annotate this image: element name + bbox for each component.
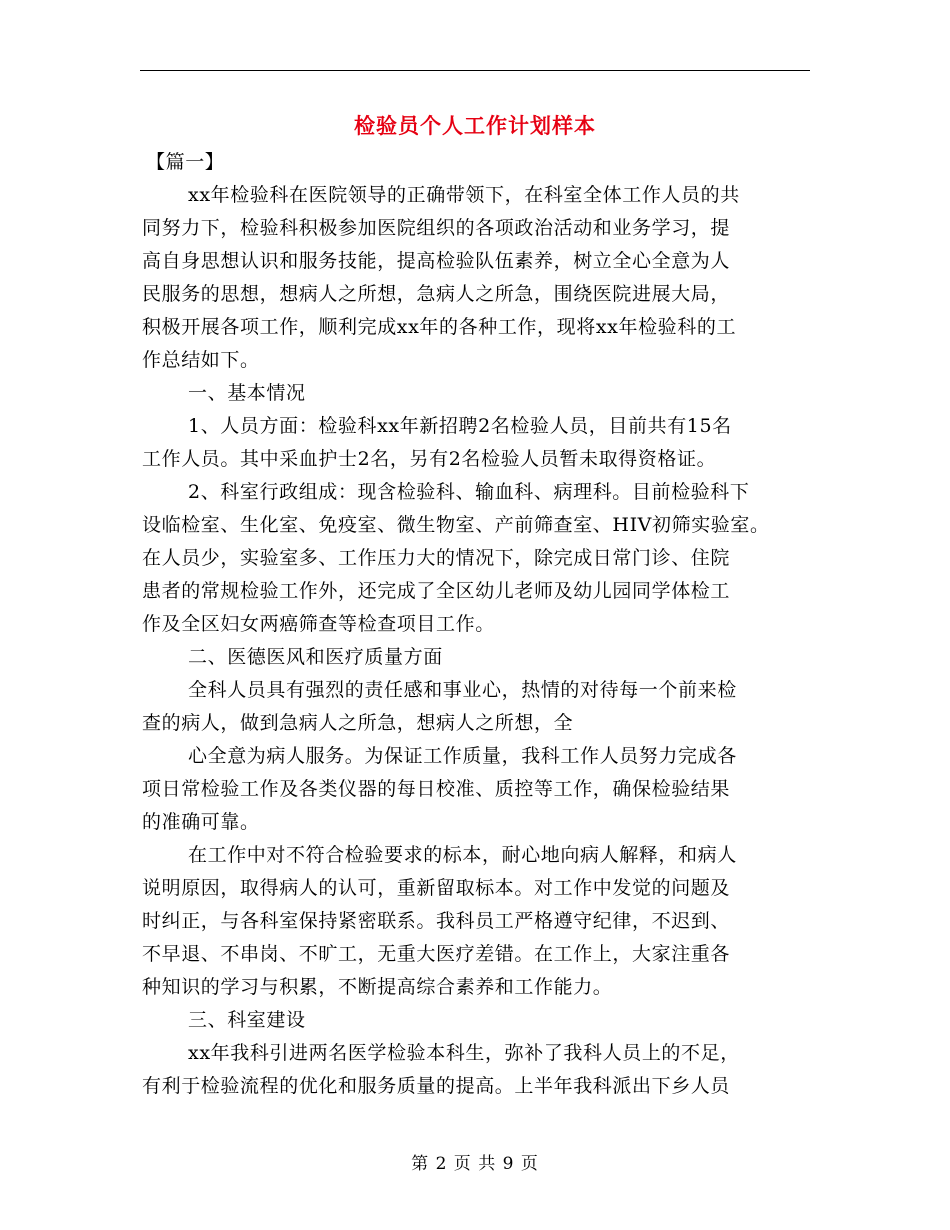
text-line: 全科人员具有强烈的责任感和事业心，热情的对待每一个前来检 [188,679,737,701]
text-line: 积极开展各项工作，顺利完成xx年的各种工作，现将xx年检验科的工 [142,316,737,338]
header-rule [140,70,810,71]
text-line: 二、医德医风和医疗质量方面 [188,646,443,668]
text-line: 不早退、不串岗、不旷工，无重大医疗差错。在工作上，大家注重各 [142,943,731,965]
text-line: 1、人员方面：检验科xx年新招聘2名检验人员，目前共有15名 [188,415,732,437]
text-line: 高自身思想认识和服务技能，提高检验队伍素养，树立全心全意为人 [142,250,731,272]
text-line: 工作人员。其中采血护士2名，另有2名检验人员暂未取得资格证。 [142,448,717,470]
text-line: 作及全区妇女两癌筛查等检查项目工作。 [142,613,495,635]
text-line: 同努力下，检验科积极参加医院组织的各项政治活动和业务学习，提 [142,217,731,239]
text-line: 在人员少，实验室多、工作压力大的情况下，除完成日常门诊、住院 [142,547,731,569]
text-line: 民服务的思想，想病人之所想，急病人之所急，围绕医院进展大局， [142,283,731,305]
text-line: 项日常检验工作及各类仪器的每日校准、质控等工作，确保检验结果 [142,778,731,800]
text-line: xx年我科引进两名医学检验本科生，弥补了我科人员上的不足， [188,1042,740,1064]
text-line: 说明原因，取得病人的认可，重新留取标本。对工作中发觉的问题及 [142,877,731,899]
text-line: 【篇一】 [146,151,225,173]
text-line: 作总结如下。 [142,349,260,371]
text-line: 的准确可靠。 [142,811,260,833]
text-line: 查的病人，做到急病人之所急，想病人之所想，全 [142,712,574,734]
text-line: xx年检验科在医院领导的正确带领下，在科室全体工作人员的共 [188,184,740,206]
page-footer: 第 2 页 共 9 页 [411,1154,539,1174]
text-line: 时纠正，与各科室保持紧密联系。我科员工严格遵守纪律，不迟到、 [142,910,731,932]
text-line: 心全意为病人服务。为保证工作质量，我科工作人员努力完成各 [188,745,737,767]
text-line: 设临检室、生化室、免疫室、微生物室、产前筛查室、HIV初筛实验室。 [142,514,770,536]
text-line: 在工作中对不符合检验要求的标本，耐心地向病人解释，和病人 [188,844,737,866]
text-line: 有利于检验流程的优化和服务质量的提高。上半年我科派出下乡人员 [142,1075,731,1097]
text-line: 患者的常规检验工作外，还完成了全区幼儿老师及幼儿园同学体检工 [142,580,731,602]
text-line: 2、科室行政组成：现含检验科、输血科、病理科。目前检验科下 [188,481,750,503]
text-line: 一、基本情况 [188,382,306,404]
document-body [142,146,812,1103]
document-title: 检验员个人工作计划样本 [354,113,596,138]
text-line: 三、科室建设 [188,1009,306,1031]
text-line: 种知识的学习与积累，不断提高综合素养和工作能力。 [142,976,613,998]
